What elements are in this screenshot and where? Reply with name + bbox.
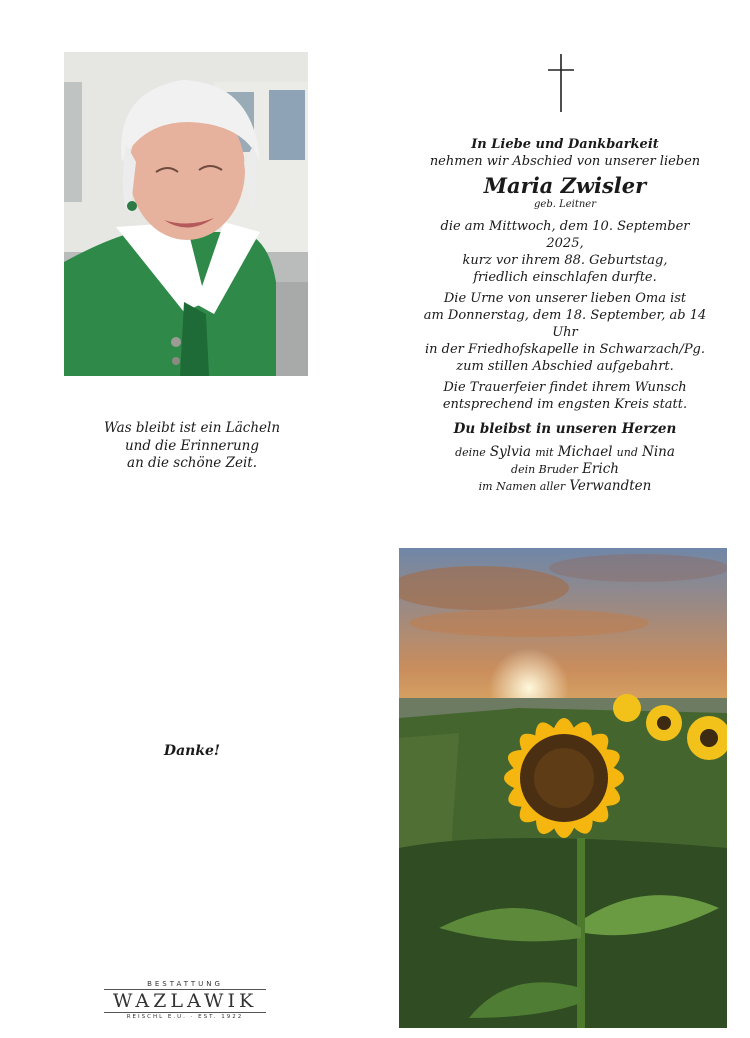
quote-line: und die Erinnerung [124, 437, 260, 454]
ceremony-line: entsprechend im engsten Kreis statt. [442, 397, 688, 412]
intro: nehmen wir Abschied von unserer lieben [429, 154, 701, 169]
deceased-name: Maria Zwisler [483, 173, 647, 198]
thanks-text: Danke! [163, 743, 221, 759]
mourner-name: Michael [557, 444, 613, 460]
funeral-home-logo [100, 980, 270, 1020]
mourner-line [420, 478, 710, 495]
death-line: friedlich einschlafen durfte. [473, 270, 657, 285]
ceremony-line: Die Trauerfeier findet ihrem Wunsch [443, 380, 687, 395]
mourner-pre: im Namen aller [478, 480, 566, 493]
mourner-name: Nina [642, 444, 675, 460]
mourner-mid: und [616, 446, 638, 459]
mourner-name: Erich [582, 461, 619, 477]
logo-main: WAZLAWIK [112, 990, 258, 1012]
death-line: die am Mittwoch, dem 10. September 2025, [440, 219, 690, 251]
death-line: kurz vor ihrem 88. Geburtstag, [462, 253, 668, 268]
mourner-name: Sylvia [489, 444, 532, 460]
urn-line: zum stillen Abschied aufgebahrt. [456, 359, 674, 374]
cross-icon [546, 54, 576, 114]
logo-top: BESTATTUNG [147, 980, 223, 988]
mourner-pre: dein Bruder [511, 463, 578, 476]
mourner-line [420, 444, 710, 461]
sunflower-photo [399, 548, 727, 1028]
maiden-name: geb. Leitner [534, 199, 596, 210]
closing-line: Du bleibst in unseren Herzen [453, 421, 677, 437]
mourner-line [420, 461, 710, 478]
logo-sub: REISCHL E.U. · EST. 1922 [126, 1014, 244, 1020]
memorial-quote [64, 420, 320, 473]
quote-line: Was bleibt ist ein Lächeln [103, 420, 281, 436]
death-announcement [420, 136, 710, 495]
urn-line: in der Friedhofskapelle in Schwarzach/Pg. [424, 342, 706, 357]
mourner-pre: deine [455, 446, 486, 459]
urn-line: am Donnerstag, dem 18. September, ab 14 Uhr [423, 308, 707, 340]
heading: In Liebe und Dankbarkeit [471, 137, 659, 152]
mourner-name: Verwandten [569, 478, 652, 494]
urn-line: Die Urne von unserer lieben Oma ist [443, 291, 687, 306]
mourner-mid: mit [535, 446, 554, 459]
quote-line: an die schöne Zeit. [127, 455, 257, 471]
portrait-photo [64, 52, 308, 376]
